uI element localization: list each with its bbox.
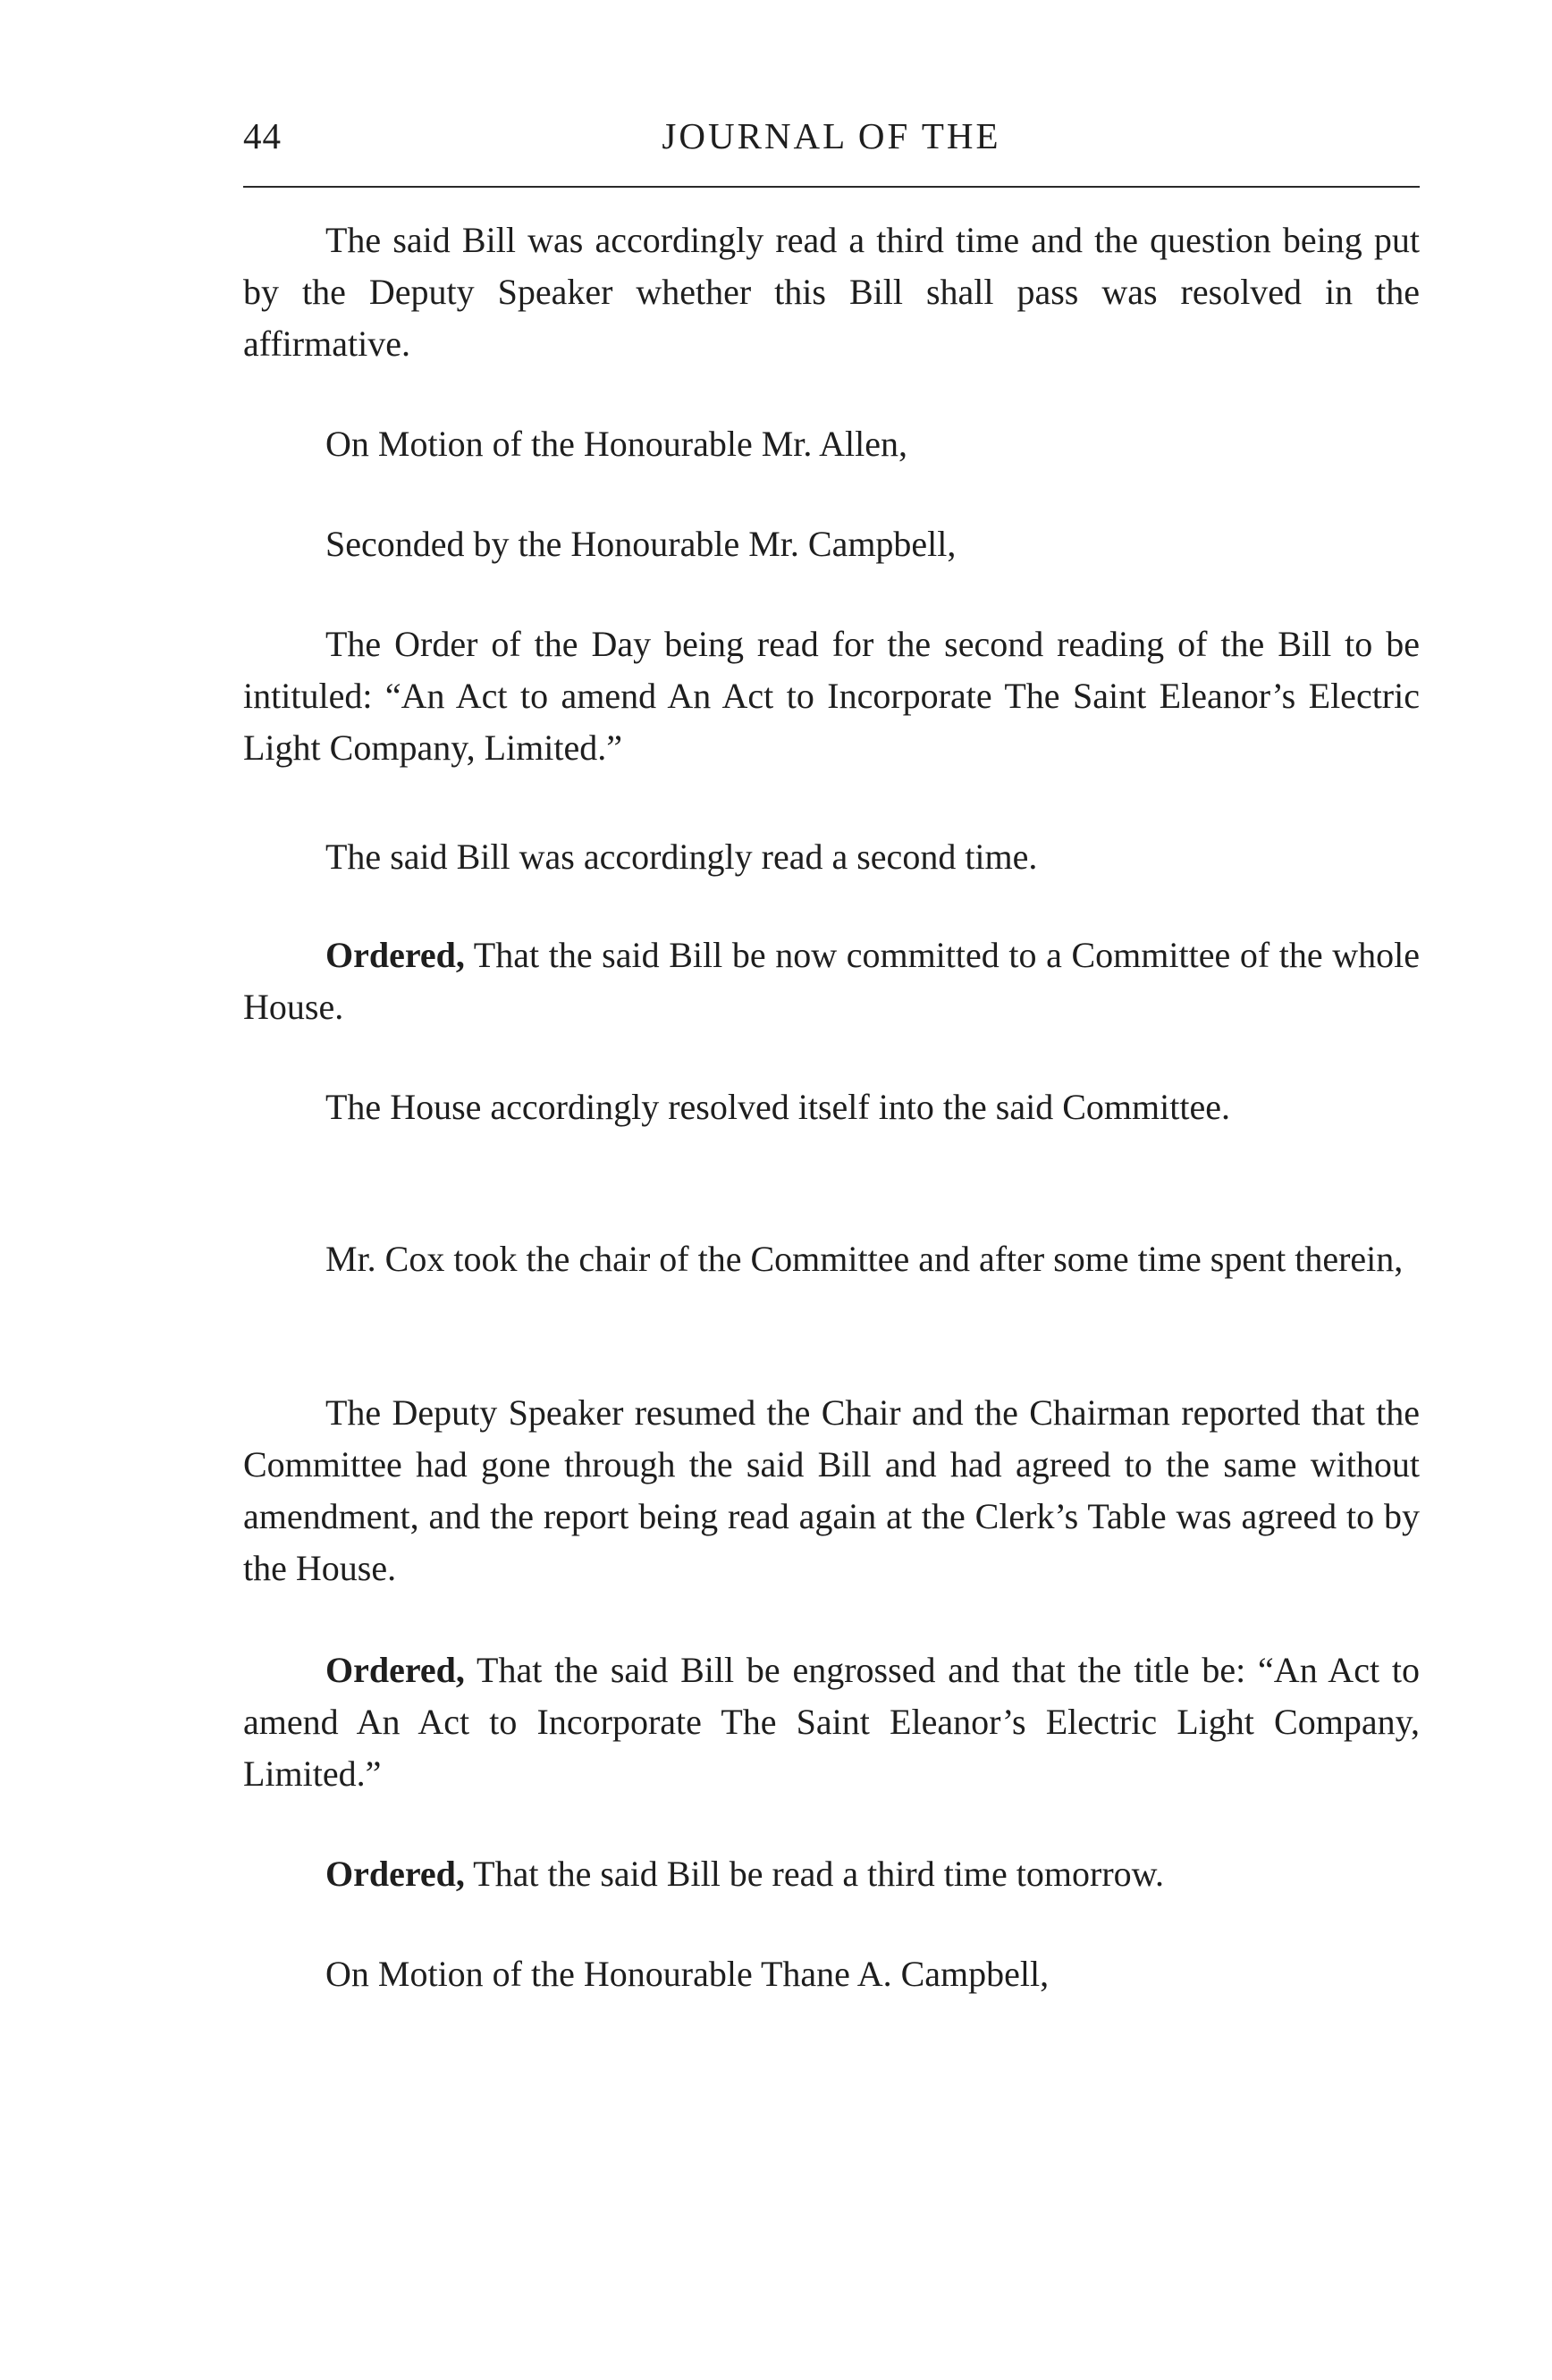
paragraph-motion-allen	[243, 418, 1420, 470]
paragraph-text: On Motion of the Honourable Thane A. Campbell,	[325, 1954, 1050, 1994]
paragraph-text: That the said Bill be now committed to a Committee of the whole House.	[243, 935, 1420, 1027]
paragraph-text: The said Bill was accordingly read a third time and the question being put by the Deputy Speaker whether this Bill shall pass was resolved in the affirmative.	[243, 220, 1420, 364]
paragraph-deputy-speaker-report	[243, 1387, 1420, 1594]
paragraph-text: That the said Bill be read a third time tomorrow.	[464, 1854, 1164, 1894]
ordered-lead: Ordered,	[325, 1650, 465, 1690]
paragraph-text: The House accordingly resolved itself into the said Committee.	[325, 1087, 1230, 1127]
paragraph-text: The Deputy Speaker resumed the Chair and the Chairman reported that the Committee had gone through the said Bill and had agreed to the same without amendment, and the report being read again at the Clerk’s Table was agreed to by the House.	[243, 1392, 1420, 1588]
ordered-lead: Ordered,	[325, 935, 465, 975]
paragraph-motion-thane-campbell	[243, 1948, 1420, 2000]
paragraph-house-resolved	[243, 1081, 1420, 1133]
paragraph-text: On Motion of the Honourable Mr. Allen,	[325, 424, 908, 464]
paragraph-cox-chair	[243, 1233, 1420, 1285]
paragraph-ordered-third-reading	[243, 1848, 1420, 1900]
paragraph-text: Seconded by the Honourable Mr. Campbell,	[325, 524, 957, 564]
running-head: JOURNAL OF THE	[662, 115, 1001, 156]
paragraph-order-of-day	[243, 618, 1420, 774]
page-number: 44	[243, 115, 282, 156]
page-header	[243, 114, 1420, 188]
paragraph-third-reading-passed	[243, 214, 1420, 370]
paragraph-seconded-campbell	[243, 518, 1420, 570]
paragraph-second-reading	[243, 831, 1420, 883]
ordered-lead: Ordered,	[325, 1854, 465, 1894]
paragraph-text: That the said Bill be engrossed and that the title be: “An Act to amend An Act to Incorporate The Saint Eleanor’s Electric Light Company, Limited.”	[243, 1650, 1420, 1794]
paragraph-ordered-committed	[243, 929, 1420, 1033]
paragraph-text: The said Bill was accordingly read a second time.	[325, 837, 1038, 877]
paragraph-text: The Order of the Day being read for the second reading of the Bill to be intituled: “An Act to amend An Act to Incorporate The Saint Eleanor’s Electric Light Company, Limited.”	[243, 624, 1420, 768]
paragraph-ordered-engrossed	[243, 1644, 1420, 1800]
paragraph-text: Mr. Cox took the chair of the Committee and after some time spent therein,	[325, 1239, 1404, 1279]
